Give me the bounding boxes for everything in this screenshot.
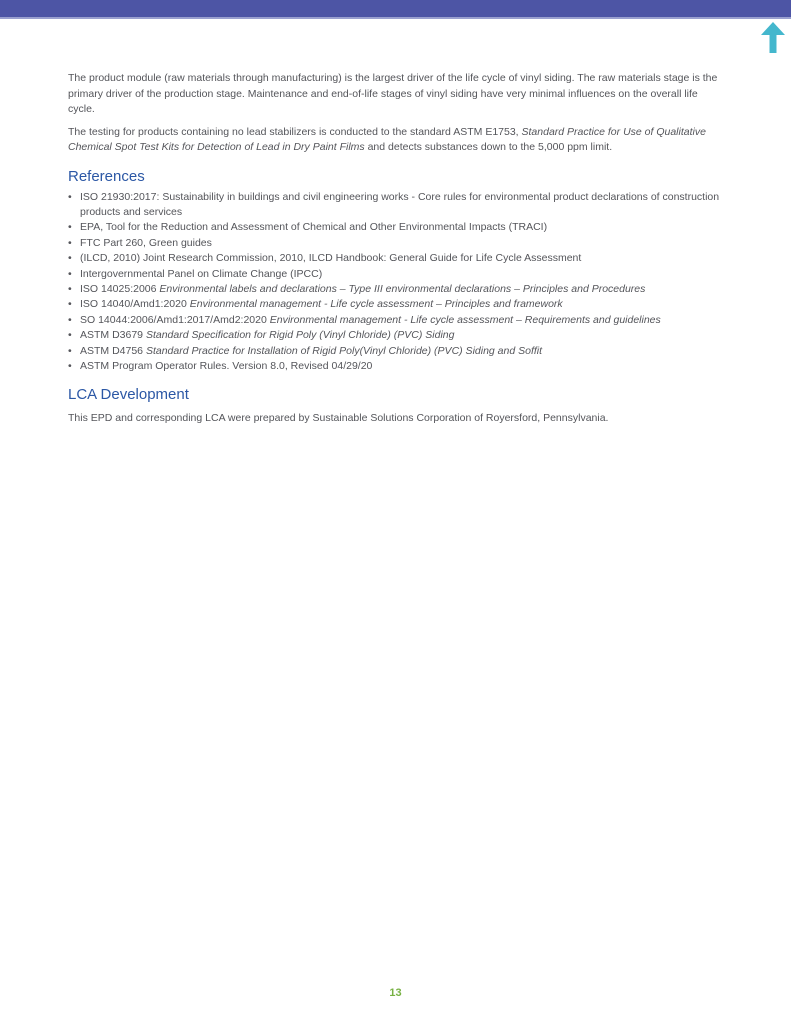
reference-text: ISO 14040/Amd1:2020 — [80, 298, 190, 311]
up-arrow-icon — [761, 22, 785, 53]
reference-item — [68, 313, 726, 328]
reference-item — [68, 267, 726, 282]
reference-text: Intergovernmental Panel on Climate Change (IPCC) — [80, 267, 323, 280]
reference-item — [68, 236, 726, 251]
reference-item — [68, 328, 726, 343]
reference-text: ASTM Program Operator Rules. Version 8.0, Revised 04/29/20 — [80, 359, 373, 372]
reference-item — [68, 344, 726, 359]
reference-italic-title: Environmental management - Life cycle assessment – Requirements and guidelines — [269, 313, 661, 326]
lca-paragraph-text: This EPD and corresponding LCA were prepared by Sustainable Solutions Corporation of Royersford, Pennsylvania. — [68, 412, 609, 425]
bullet-icon: • — [68, 329, 72, 342]
bullet-icon: • — [68, 221, 72, 234]
bullet-icon: • — [68, 267, 72, 280]
reference-text: ASTM D3679 — [80, 329, 146, 342]
reference-text: ASTM D4756 — [80, 344, 146, 357]
bullet-icon: • — [68, 236, 72, 249]
bullet-icon: • — [68, 313, 72, 326]
reference-italic-title: Environmental labels and declarations – Type III environmental declarations – Principles and Procedures — [159, 282, 646, 295]
bullet-icon: • — [68, 282, 72, 295]
header-bar — [0, 0, 791, 19]
intro-paragraph-2-pre: The testing for products containing no lead stabilizers is conducted to the standard ASTM E1753, — [68, 125, 522, 138]
reference-text: ISO 21930:2017: Sustainability in buildings and civil engineering works - Core rules for environmental product declarations of construction products and services — [80, 190, 720, 218]
reference-text: SO 14044:2006/Amd1:2017/Amd2:2020 — [80, 313, 270, 326]
bullet-icon: • — [68, 359, 72, 372]
reference-item — [68, 190, 726, 221]
back-to-top-button[interactable] — [761, 22, 785, 53]
bullet-icon: • — [68, 190, 72, 203]
reference-item — [68, 359, 726, 374]
reference-item — [68, 220, 726, 235]
reference-italic-title: Standard Practice for Installation of Rigid Poly(Vinyl Chloride) (PVC) Siding and Soffit — [145, 344, 543, 357]
reference-italic-title: Standard Specification for Rigid Poly (Vinyl Chloride) (PVC) Siding — [145, 329, 455, 342]
bullet-icon: • — [68, 252, 72, 265]
reference-item — [68, 297, 726, 312]
intro-paragraph-2-italic-title: Standard Practice for Use of Qualitative Chemical Spot Test Kits for Detection of Lead in Dry Paint Films — [68, 125, 706, 153]
reference-text: (ILCD, 2010) Joint Research Commission, 2010, ILCD Handbook: General Guide for Life Cycle Assessment — [80, 252, 582, 265]
reference-text: EPA, Tool for the Reduction and Assessment of Chemical and Other Environmental Impacts (TRACI) — [80, 221, 548, 234]
intro-paragraph-1-text: The product module (raw materials through manufacturing) is the largest driver of the life cycle of vinyl siding. The raw materials stage is the primary driver of the production stage. Maintenance and end-of-life stages of vinyl siding have very minimal influences on the overall life cycle. — [68, 72, 718, 115]
references-heading: References — [68, 167, 145, 185]
reference-italic-title: Environmental management - Life cycle assessment – Principles and framework — [189, 298, 563, 311]
lca-development-heading: LCA Development — [68, 386, 189, 404]
intro-paragraph-2-post: and detects substances down to the 5,000 ppm limit. — [364, 141, 613, 153]
page-content — [68, 71, 726, 434]
reference-text: FTC Part 260, Green guides — [80, 236, 212, 249]
bullet-icon: • — [68, 344, 72, 357]
intro-paragraph-2 — [68, 125, 726, 156]
bullet-icon: • — [68, 298, 72, 311]
intro-paragraph-1 — [68, 71, 726, 118]
reference-item — [68, 251, 726, 266]
lca-paragraph — [68, 411, 726, 427]
page-number: 13 — [389, 987, 402, 999]
references-list — [68, 190, 726, 375]
reference-text: ISO 14025:2006 — [80, 282, 160, 295]
reference-item — [68, 282, 726, 297]
